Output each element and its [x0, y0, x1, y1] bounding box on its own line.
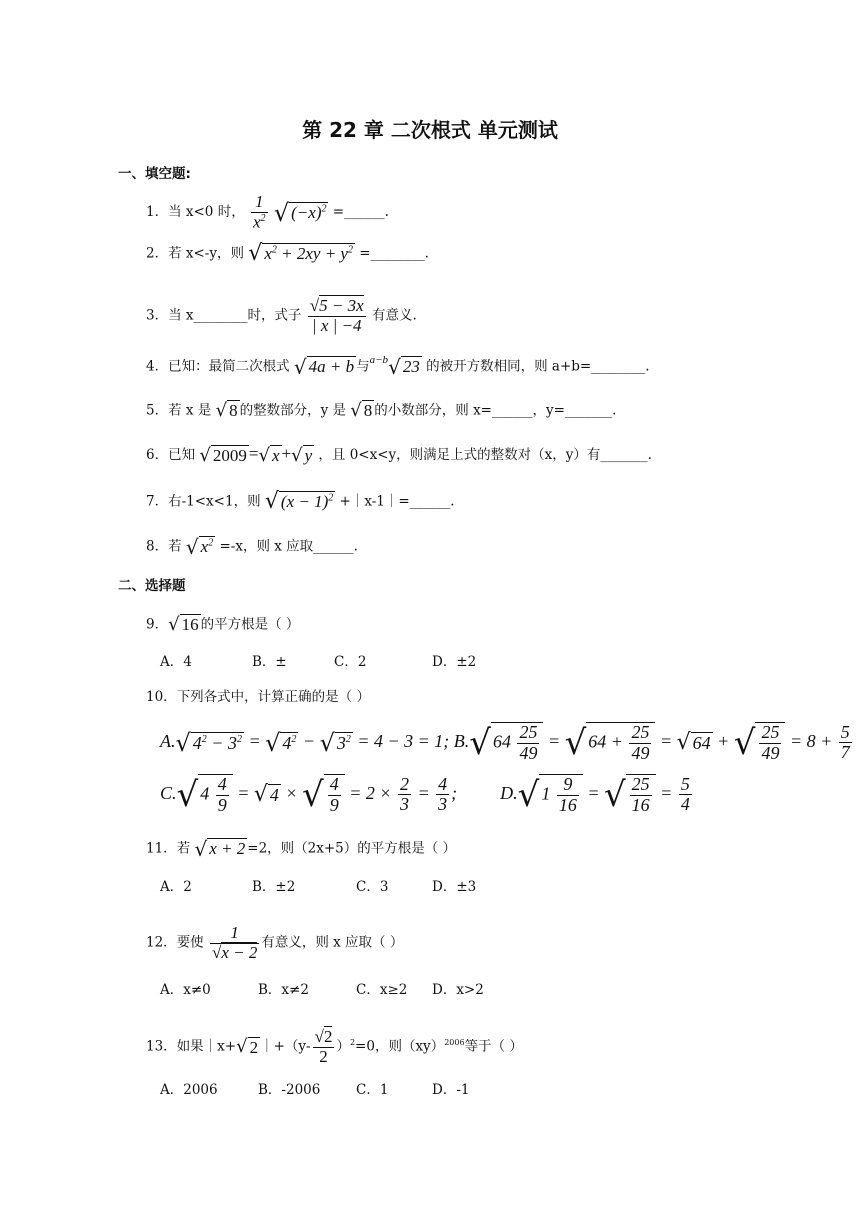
- question-11: 11．若 √ x + 2 =2，则（2x+5）的平方根是（ ）: [146, 837, 457, 862]
- radical: √ 4a + b: [293, 355, 355, 380]
- question-13: 13．如果｜x+√ 2 ｜+（y- $\frac{√2}{2}$ ）$^2$=0，则（xy）$^{2006}$等于（ ）: [146, 1027, 523, 1066]
- fraction: $\frac{1}{x^2}$: [253, 192, 266, 232]
- question-5: 5．若 x 是 √ 8 的整数部分，y 是 √ 8 的小数部分，则 x=______，y=_______.: [146, 400, 617, 422]
- radical: √ x: [258, 444, 280, 466]
- option-c-and-d-expressions: C.√ 4 $\frac{4}{9}$ = √ 4 × √ $\frac{4}{9}$ = 2 × $\frac{2}{3}$ = $\frac{4}{3}$ ; D.√ 1 $\frac{9}{16}$ = √ $\frac{25}{16}$ = $\frac{5}{4}$: [160, 773, 690, 815]
- question-2: 2．若 x<-y，则 √ $x^2 + 2xy + y^2$ =________.: [146, 241, 429, 267]
- radical: √ 16: [168, 614, 199, 636]
- question-3: 3．当 x________时，式子 $\frac{√5 - 3x}{| x | -4}$ 有意义.: [146, 296, 417, 335]
- radical: √ y: [291, 444, 313, 466]
- radical: √ 23: [388, 355, 420, 380]
- question-1: 1．当 x<0 时， $\frac{1}{x^2}$ √ $(-x)^2$ =______.: [146, 192, 389, 232]
- option-c[interactable]: C．2: [334, 654, 367, 670]
- question-12: 12．要使 $\frac{1}{√x - 2}$ 有意义，则 x 应取（ ）: [146, 923, 404, 962]
- question-8: 8．若 √ $x^2 =-x$，则 x 应取______.: [146, 535, 358, 560]
- option-b[interactable]: B．x≠2: [258, 982, 309, 998]
- radical: √ $(x - 1)^2$: [264, 489, 334, 515]
- option-b[interactable]: B．±2: [252, 879, 296, 895]
- option-a[interactable]: A．2006: [160, 1082, 218, 1098]
- option-a[interactable]: A．2: [160, 879, 192, 895]
- option-c[interactable]: C．1: [356, 1082, 389, 1098]
- option-c[interactable]: C．3: [356, 879, 389, 895]
- option-a[interactable]: A．4: [160, 654, 192, 670]
- radical: √ 8: [350, 400, 373, 422]
- question-6: 6．已知 √ 2009 =√ x +√ y ，且 0<x<y，则满足上式的整数对（x，y）有_______.: [146, 444, 652, 466]
- question-13-options: [160, 1080, 560, 1100]
- question-4: 4．已知：最简二次根式 √ 4a + b 与$^{a-b}$√ 23 的被开方数相同，则 a+b=________.: [146, 354, 650, 380]
- question-10: 10．下列各式中，计算正确的是（ ）: [146, 689, 370, 705]
- question-7: 7．右-1<x<1，则 √ $(x - 1)^2$ +｜x-1｜=______.: [146, 489, 455, 515]
- fraction: $\frac{√5 - 3x}{| x | -4}$: [309, 296, 364, 335]
- radical: √ $x^2 + 2xy + y^2$: [248, 241, 353, 267]
- radical: √ 2009: [199, 444, 247, 466]
- option-c[interactable]: C．x≥2: [356, 982, 408, 998]
- radical: √ $(-x)^2$: [273, 198, 327, 227]
- option-b[interactable]: B．-2006: [258, 1082, 321, 1098]
- section-multiple-choice: 二、选择题: [118, 578, 186, 594]
- radical: √ 2: [236, 1036, 259, 1058]
- radical: √ 8: [215, 400, 238, 422]
- option-a[interactable]: A．x≠0: [160, 982, 211, 998]
- question-9-options: [160, 652, 560, 672]
- radical: √ x + 2: [194, 837, 246, 862]
- fraction: $\frac{1}{√x - 2}$: [211, 923, 258, 962]
- question-11-options: [160, 877, 560, 897]
- option-d[interactable]: D．x>2: [432, 982, 484, 998]
- section-fill-blank: 一、填空题:: [118, 166, 191, 182]
- option-a-and-b-expressions: A.√ $4^2 - 3^2$ = √ $4^2$ − √ $3^2 = 4 - 3 = 1$; B.√ 64 $\frac{25}{49}$ = √ 64 + $\frac{25}{49}$ = √ 64 + √ $\frac{25}{49}$ = 8 + $\frac{5}{7}$: [160, 721, 850, 763]
- question-12-options: [160, 980, 560, 1000]
- option-b[interactable]: B．±: [252, 654, 287, 670]
- option-d[interactable]: D．±2: [432, 654, 477, 670]
- option-d[interactable]: D．±3: [432, 879, 477, 895]
- question-9: 9．√ 16 的平方根是（ ）: [146, 614, 300, 636]
- fraction: $\frac{√2}{2}$: [314, 1027, 333, 1066]
- page-title: 第 22 章 二次根式 单元测试: [302, 118, 558, 142]
- radical: √ $x^2$: [185, 535, 214, 560]
- option-d[interactable]: D．-1: [432, 1082, 470, 1098]
